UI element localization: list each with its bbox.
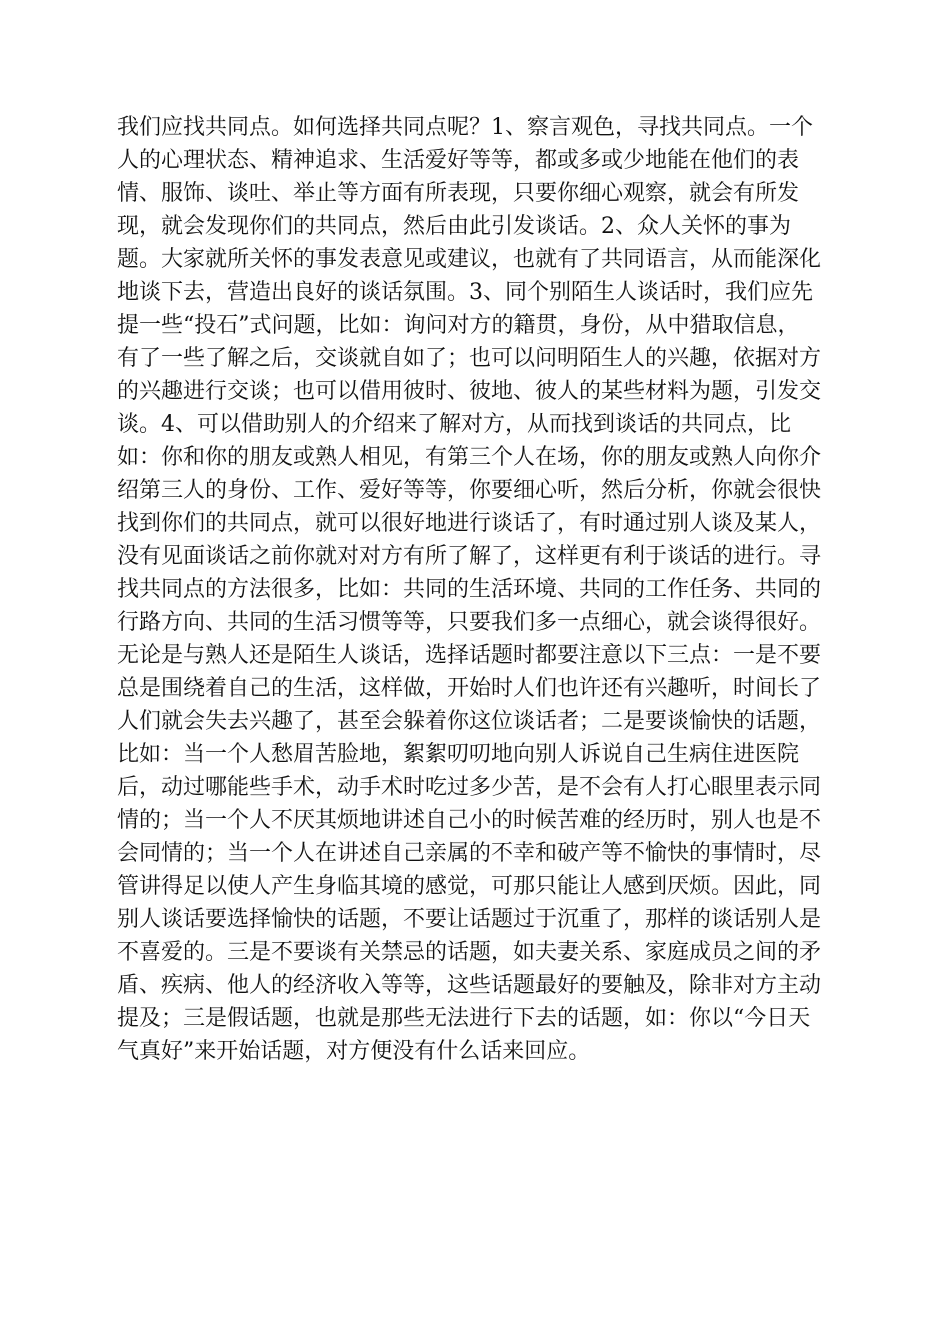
text-line-7: 提一些“投石”式问题，比如：询问对方的籍贯，身份，从中猎取信息，: [117, 313, 800, 338]
text-line-1: 我们应找共同点。如何选择共同点呢？1、察言观色，寻找共同点。一个: [117, 115, 813, 140]
text-line-26: 不喜爱的。三是不要谈有关禁忌的话题，如夫妻关系、家庭成员之间的矛: [117, 940, 822, 965]
text-line-13: 找到你们的共同点，就可以很好地进行谈话了，有时通过别人谈及某人，: [117, 511, 822, 536]
text-line-27: 盾、疾病、他人的经济收入等等，这些话题最好的要触及，除非对方主动: [117, 973, 822, 998]
text-line-12: 绍第三人的身份、工作、爱好等等，你要细心听，然后分析，你就会很快: [117, 478, 822, 503]
text-line-29: 气真好”来开始话题，对方便没有什么话来回应。: [117, 1039, 591, 1064]
text-line-23: 会同情的；当一个人在讲述自己亲属的不幸和破产等不愉快的事情时，尽: [117, 841, 822, 866]
text-line-22: 情的；当一个人不厌其烦地讲述自己小的时候苦难的经历时，别人也是不: [117, 808, 822, 833]
text-line-19: 人们就会失去兴趣了，甚至会躲着你这位谈话者；二是要谈愉快的话题，: [117, 709, 822, 734]
text-line-25: 别人谈话要选择愉快的话题，不要让话题过于沉重了，那样的谈话别人是: [117, 907, 822, 932]
text-line-24: 管讲得足以使人产生身临其境的感觉，可那只能让人感到厌烦。因此，同: [117, 874, 822, 899]
text-line-20: 比如：当一个人愁眉苦脸地，絮絮叨叨地向别人诉说自己生病住进医院: [117, 742, 800, 767]
text-line-16: 行路方向、共同的生活习惯等等，只要我们多一点细心，就会谈得很好。: [117, 610, 822, 635]
text-line-2: 人的心理状态、精神追求、生活爱好等等，都或多或少地能在他们的表: [117, 148, 800, 173]
text-line-14: 没有见面谈话之前你就对对方有所了解了，这样更有利于谈话的进行。寻: [117, 544, 822, 569]
text-line-18: 总是围绕着自己的生活，这样做，开始时人们也许还有兴趣听，时间长了: [117, 676, 822, 701]
text-line-17: 无论是与熟人还是陌生人谈话，选择话题时都要注意以下三点：一是不要: [117, 643, 822, 668]
text-line-21: 后，动过哪能些手术，动手术时吃过多少苦，是不会有人打心眼里表示同: [117, 775, 822, 800]
text-line-10: 谈。4、可以借助别人的介绍来了解对方，从而找到谈话的共同点，比: [117, 412, 791, 437]
text-line-4: 现，就会发现你们的共同点，然后由此引发谈话。2、众人关怀的事为: [117, 214, 791, 239]
body-paragraph: [117, 111, 837, 1068]
text-line-15: 找共同点的方法很多，比如：共同的生活环境、共同的工作任务、共同的: [117, 577, 822, 602]
text-line-8: 有了一些了解之后，交谈就自如了；也可以问明陌生人的兴趣，依据对方: [117, 346, 822, 371]
text-line-28: 提及；三是假话题，也就是那些无法进行下去的话题，如：你以“今日天: [117, 1006, 811, 1031]
text-line-6: 地谈下去，营造出良好的谈话氛围。3、同个别陌生人谈话时，我们应先: [117, 280, 813, 305]
text-line-3: 情、服饰、谈吐、举止等方面有所表现，只要你细心观察，就会有所发: [117, 181, 800, 206]
text-line-11: 如：你和你的朋友或熟人相见，有第三个人在场，你的朋友或熟人向你介: [117, 445, 822, 470]
text-line-9: 的兴趣进行交谈；也可以借用彼时、彼地、彼人的某些材料为题，引发交: [117, 379, 822, 404]
text-line-5: 题。大家就所关怀的事发表意见或建议，也就有了共同语言，从而能深化: [117, 247, 822, 272]
